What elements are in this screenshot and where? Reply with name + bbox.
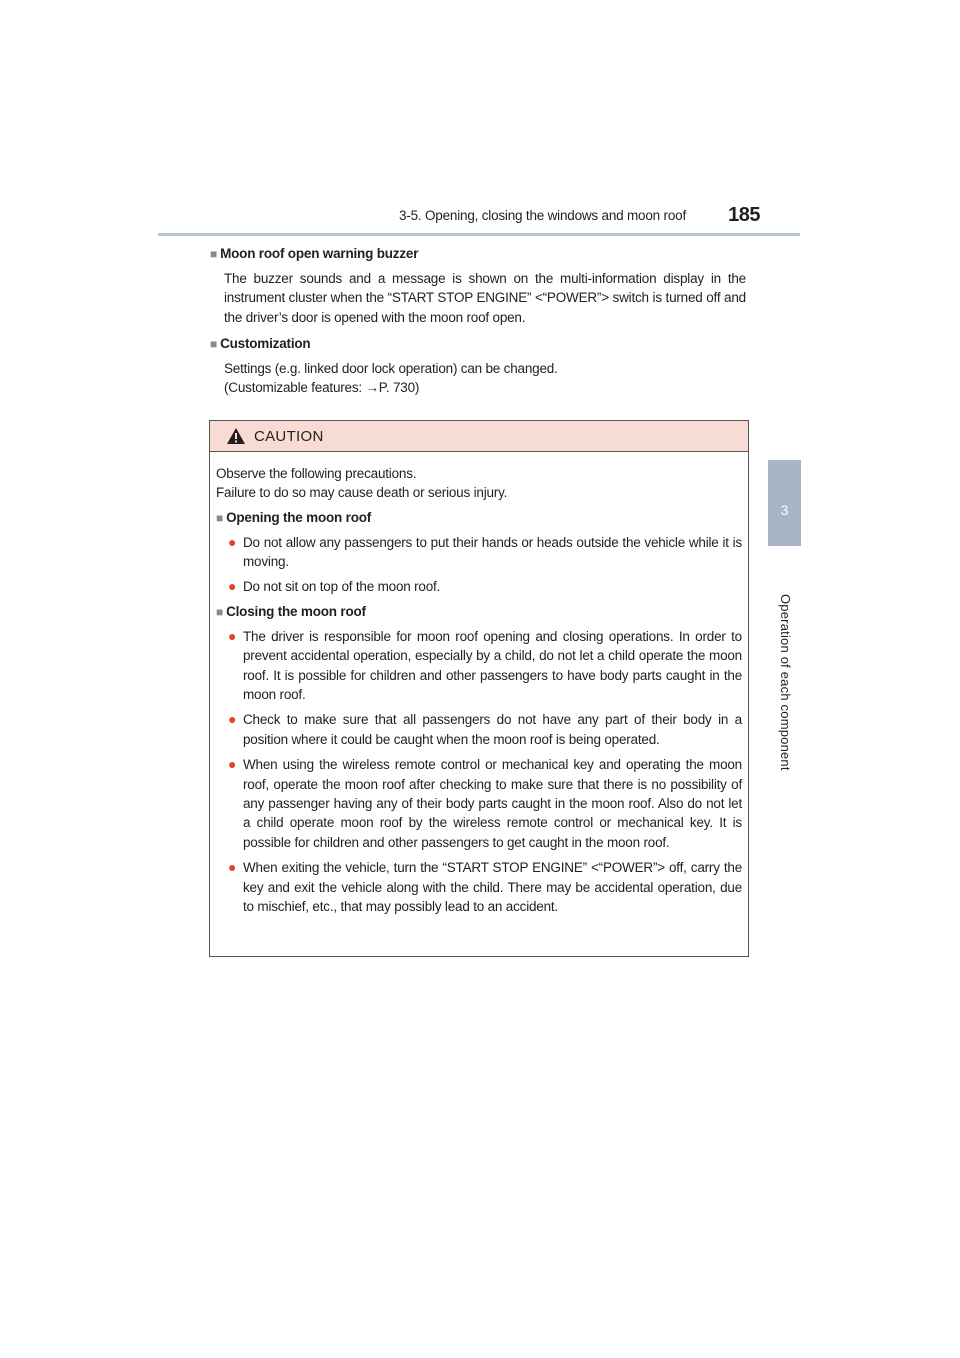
square-bullet-icon: ■ [216,604,224,619]
note-page-reference: (Customizable features: →P. 730) [224,380,420,396]
header-rule [158,233,800,236]
caution-label: CAUTION [254,427,324,445]
square-bullet-icon: ■ [210,247,218,261]
caution-body [210,452,748,917]
caution-item: ● When using the wireless remote control or mechanical key and operating the moon roof, operate the moon roof after checking to make sure that there is no possibility of any passenger having any of their body parts caught in the moon roof. Also do not let a child operate moon roof by the wireless remote control or mechanical key. It is possible for children and other passengers to get caught in the moon roof. [228,756,742,850]
note-title: Moon roof open warning buzzer [220,246,419,261]
square-bullet-icon: ■ [210,336,218,351]
caution-intro-line: Failure to do so may cause death or serious injury. [216,485,508,501]
section-title: 3-5. Opening, closing the windows and moon roof [398,208,686,223]
note-paragraph: Settings (e.g. linked door lock operation) can be changed. [224,360,558,376]
note-paragraph: The buzzer sounds and a message is shown on the multi-information display in the instrument cluster when the “START STOP ENGINE” <“POWER”> switch is turned off and the driver’s door is opened with the moon roof open. [224,271,746,325]
bullet-dot-icon: ● [228,533,237,550]
page-number: 185 [728,204,760,226]
bullet-dot-icon: ● [228,627,237,644]
bullet-dot-icon: ● [228,711,237,728]
caution-section-title: Closing the moon roof [226,603,366,619]
bullet-dot-icon: ● [228,859,237,876]
caution-item: ● Do not allow any passengers to put their hands or heads outside the vehicle while it is moving. [228,533,742,569]
notes-section [210,245,746,397]
warning-triangle-icon [226,427,246,445]
chapter-number: 3 [780,502,789,518]
chapter-title: Operation of each component [778,594,793,771]
caution-section-title: Opening the moon roof [226,509,372,525]
caution-box [209,420,749,957]
caution-item: ● Do not sit on top of the moon roof. [243,577,742,596]
bullet-dot-icon: ● [228,756,237,773]
caution-item: ● The driver is responsible for moon roof opening and closing operations. In order to prevent accidental operation, especially by a child, do not let a child operate the moon roof. It is possible for children and other passengers to have body parts caught in the moon roof. [228,627,742,703]
bullet-dot-icon: ● [228,578,237,595]
note-title: Customization [220,335,311,351]
caution-item: ● Check to make sure that all passengers do not have any part of their body in a position where it could be caught when the moon roof is being operated. [228,711,742,747]
note-customization [210,335,746,398]
caution-header [210,421,748,452]
caution-item: ● When exiting the vehicle, turn the “START STOP ENGINE” <“POWER”> off, carry the key and exit the vehicle along with the child. There may be accidental operation, due to mischief, etc., that may possibly lead to an accident. [228,859,742,915]
square-bullet-icon: ■ [216,510,224,525]
caution-intro-line: Observe the following precautions. [216,466,417,481]
note-moon-roof-buzzer [210,245,746,327]
